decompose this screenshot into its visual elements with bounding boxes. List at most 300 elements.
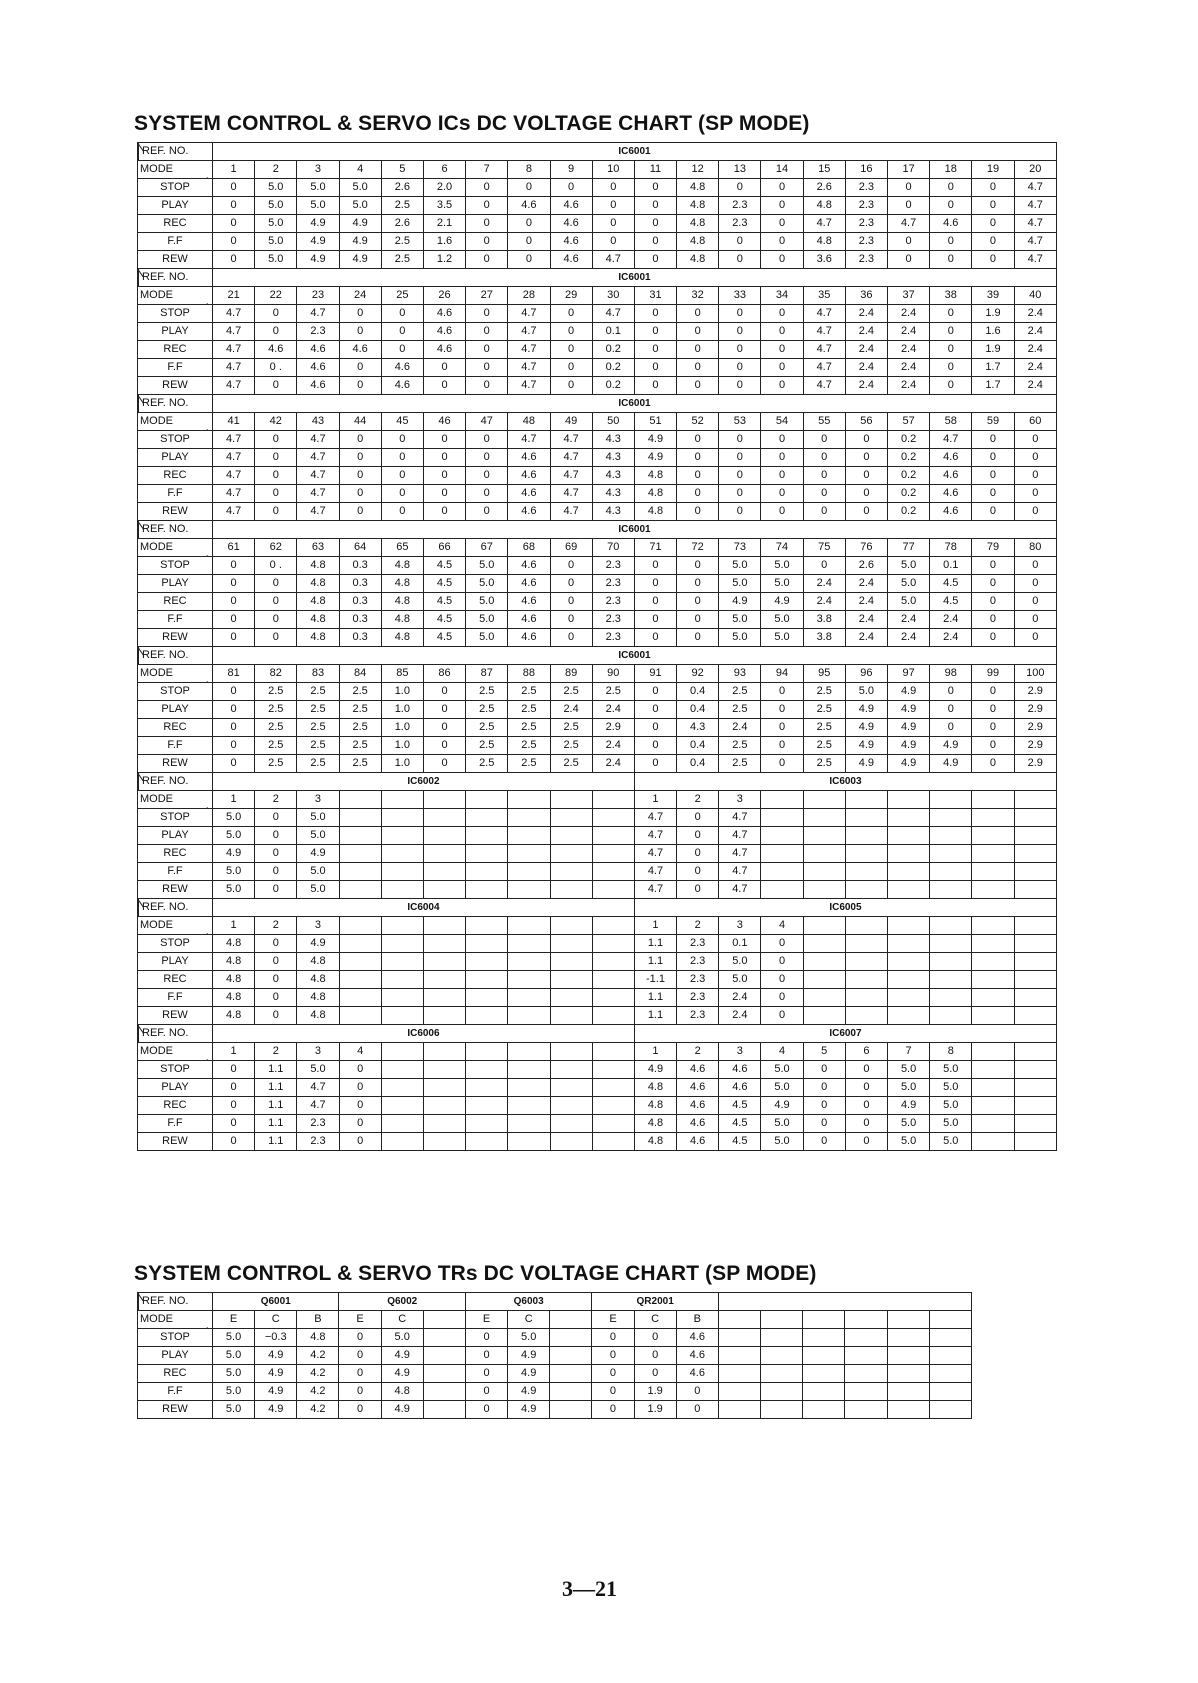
voltage-cell: 0 xyxy=(634,611,676,629)
voltage-cell: 0 xyxy=(213,1115,255,1133)
voltage-cell: 4.7 xyxy=(803,305,845,323)
voltage-cell: 0 xyxy=(381,305,423,323)
pin-number xyxy=(930,917,972,935)
voltage-cell: 4.7 xyxy=(592,251,634,269)
voltage-cell xyxy=(550,1097,592,1115)
page-number: 3—21 xyxy=(562,1576,617,1601)
voltage-cell: 0 xyxy=(761,359,803,377)
voltage-cell: 2.9 xyxy=(1014,701,1056,719)
voltage-cell: 1.1 xyxy=(255,1079,297,1097)
voltage-cell: 4.7 xyxy=(550,503,592,521)
voltage-cell: 0 xyxy=(972,449,1014,467)
voltage-cell xyxy=(381,1115,423,1133)
voltage-cell xyxy=(972,881,1014,899)
voltage-cell: 5.0 xyxy=(339,179,381,197)
voltage-cell: 2.4 xyxy=(888,611,930,629)
table-row xyxy=(138,1365,972,1383)
voltage-cell: 2.4 xyxy=(888,629,930,647)
voltage-cell xyxy=(423,1347,465,1365)
ic-header-row xyxy=(138,899,1057,917)
voltage-cell: 0 xyxy=(339,485,381,503)
voltage-cell: 2.5 xyxy=(550,755,592,773)
voltage-cell: 0 xyxy=(677,629,719,647)
ic-header-row xyxy=(138,395,1057,413)
voltage-cell xyxy=(550,1347,592,1365)
voltage-cell: 2.3 xyxy=(592,557,634,575)
voltage-cell xyxy=(845,971,887,989)
voltage-cell xyxy=(592,1097,634,1115)
voltage-cell: 0 xyxy=(592,1329,634,1347)
pin-number: 64 xyxy=(339,539,381,557)
pin-number xyxy=(550,1043,592,1061)
voltage-cell: 0 xyxy=(930,323,972,341)
voltage-cell: 2.4 xyxy=(845,629,887,647)
voltage-cell: 4.8 xyxy=(297,557,339,575)
voltage-cell xyxy=(550,881,592,899)
voltage-cell: 0 xyxy=(213,1079,255,1097)
pin-number xyxy=(550,791,592,809)
voltage-cell: 0 xyxy=(1014,575,1056,593)
voltage-cell: 4.8 xyxy=(297,953,339,971)
pin-number: 55 xyxy=(803,413,845,431)
voltage-cell xyxy=(930,935,972,953)
pin-number: 93 xyxy=(719,665,761,683)
voltage-cell: 4.9 xyxy=(845,755,887,773)
voltage-cell: 0 xyxy=(466,251,508,269)
voltage-cell xyxy=(466,863,508,881)
voltage-cell: 2.4 xyxy=(803,575,845,593)
pin-number: 56 xyxy=(845,413,887,431)
voltage-cell: 2.4 xyxy=(803,593,845,611)
mode-name: F.F xyxy=(138,863,213,881)
voltage-cell: 2.4 xyxy=(888,323,930,341)
voltage-cell: 0 xyxy=(508,233,550,251)
table-row xyxy=(138,197,1057,215)
voltage-cell: 0 xyxy=(423,449,465,467)
pin-number: 67 xyxy=(466,539,508,557)
voltage-cell: 4.7 xyxy=(213,503,255,521)
voltage-cell xyxy=(466,989,508,1007)
voltage-cell: 0 xyxy=(339,1401,381,1419)
voltage-cell: 5.0 xyxy=(297,881,339,899)
voltage-cell: 0 xyxy=(1014,557,1056,575)
voltage-cell: 0 xyxy=(634,179,676,197)
voltage-cell: 0 xyxy=(845,1133,887,1151)
voltage-cell: 0 xyxy=(592,1365,634,1383)
voltage-cell: 1.1 xyxy=(255,1133,297,1151)
voltage-cell xyxy=(803,845,845,863)
voltage-cell: 0 xyxy=(381,323,423,341)
voltage-cell xyxy=(845,1007,887,1025)
pin-number: 1 xyxy=(634,1043,676,1061)
voltage-cell: 0 xyxy=(930,305,972,323)
voltage-cell: 0 xyxy=(213,701,255,719)
voltage-cell: 0.2 xyxy=(888,485,930,503)
voltage-cell: 4.8 xyxy=(297,629,339,647)
mode-name: REW xyxy=(138,755,213,773)
voltage-cell: 2.5 xyxy=(508,701,550,719)
voltage-cell: 2.5 xyxy=(381,251,423,269)
table-row xyxy=(138,1133,1057,1151)
voltage-cell: 4.9 xyxy=(634,449,676,467)
voltage-cell xyxy=(592,809,634,827)
voltage-cell: 2.3 xyxy=(845,251,887,269)
voltage-cell: 2.3 xyxy=(297,323,339,341)
voltage-cell xyxy=(592,953,634,971)
voltage-cell xyxy=(423,1061,465,1079)
pin-number: 49 xyxy=(550,413,592,431)
voltage-cell xyxy=(888,863,930,881)
voltage-cell: 4.9 xyxy=(634,1061,676,1079)
pin-number: 20 xyxy=(1014,161,1056,179)
voltage-cell: 0 xyxy=(634,359,676,377)
voltage-cell: 0 xyxy=(930,719,972,737)
voltage-cell: 2.5 xyxy=(255,755,297,773)
voltage-cell: 1.9 xyxy=(634,1401,676,1419)
ic-ref-number: IC6006 xyxy=(213,1025,635,1043)
voltage-cell: 2.3 xyxy=(719,215,761,233)
voltage-cell: 5.0 xyxy=(213,863,255,881)
voltage-cell xyxy=(550,845,592,863)
voltage-cell: 4.8 xyxy=(213,935,255,953)
voltage-cell xyxy=(423,1079,465,1097)
voltage-cell: 0 xyxy=(719,431,761,449)
voltage-cell: 5.0 xyxy=(761,611,803,629)
voltage-cell: 0 xyxy=(761,305,803,323)
voltage-cell: 0 xyxy=(1014,467,1056,485)
voltage-cell xyxy=(339,863,381,881)
voltage-cell xyxy=(550,1383,592,1401)
voltage-cell xyxy=(888,881,930,899)
voltage-cell xyxy=(423,1007,465,1025)
voltage-cell: 4.8 xyxy=(297,575,339,593)
voltage-cell: 0 xyxy=(508,215,550,233)
mode-name: STOP xyxy=(138,935,213,953)
voltage-cell: 5.0 xyxy=(255,233,297,251)
voltage-cell: 0 xyxy=(972,233,1014,251)
voltage-cell xyxy=(466,809,508,827)
voltage-cell: 4.6 xyxy=(508,197,550,215)
voltage-cell: 0.3 xyxy=(339,611,381,629)
voltage-cell: 0 xyxy=(930,341,972,359)
table-row xyxy=(138,359,1057,377)
voltage-cell: 0 xyxy=(803,1061,845,1079)
voltage-cell: 2.5 xyxy=(550,719,592,737)
voltage-cell: 4.6 xyxy=(508,557,550,575)
voltage-cell: 0 xyxy=(930,683,972,701)
pin-number: 99 xyxy=(972,665,1014,683)
terminal-label: B xyxy=(297,1311,339,1329)
pin-row xyxy=(138,791,1057,809)
voltage-cell: 0 xyxy=(339,1097,381,1115)
voltage-cell: 5.0 xyxy=(930,1133,972,1151)
voltage-cell: 2.3 xyxy=(677,971,719,989)
voltage-cell: 4.8 xyxy=(213,1007,255,1025)
voltage-cell: 4.7 xyxy=(719,881,761,899)
voltage-cell: 0 xyxy=(761,935,803,953)
voltage-cell: 0 xyxy=(423,485,465,503)
ic-header-row xyxy=(138,647,1057,665)
voltage-cell: 0.2 xyxy=(888,449,930,467)
ic-ref-number: IC6001 xyxy=(213,269,1057,287)
voltage-cell xyxy=(761,845,803,863)
voltage-cell: 4.6 xyxy=(930,503,972,521)
ref-no-label: REF. NO. xyxy=(138,395,213,413)
voltage-cell: 2.5 xyxy=(255,719,297,737)
voltage-cell: 4.6 xyxy=(508,503,550,521)
mode-name: F.F xyxy=(138,611,213,629)
voltage-cell: 0 xyxy=(803,1097,845,1115)
table-row xyxy=(138,1079,1057,1097)
voltage-cell: 0 xyxy=(592,197,634,215)
voltage-cell: 4.8 xyxy=(297,1007,339,1025)
voltage-cell xyxy=(466,1133,508,1151)
voltage-cell xyxy=(718,1329,760,1347)
voltage-cell xyxy=(845,1365,887,1383)
voltage-cell: 1.9 xyxy=(634,1383,676,1401)
voltage-cell xyxy=(887,1365,929,1383)
voltage-cell: 0 xyxy=(466,431,508,449)
voltage-cell: 4.7 xyxy=(634,827,676,845)
voltage-cell: 0 xyxy=(466,305,508,323)
voltage-cell: 0 xyxy=(466,359,508,377)
table-row xyxy=(138,1329,972,1347)
voltage-cell: 4.9 xyxy=(845,719,887,737)
terminal-label xyxy=(887,1311,929,1329)
table-row xyxy=(138,935,1057,953)
voltage-cell: 0 xyxy=(550,611,592,629)
voltage-cell: 0 xyxy=(466,341,508,359)
voltage-cell: 4.8 xyxy=(634,503,676,521)
voltage-cell: 4.9 xyxy=(255,1365,297,1383)
mode-name: F.F xyxy=(138,233,213,251)
tr-ref-number: QR2001 xyxy=(592,1293,718,1311)
voltage-cell: 5.0 xyxy=(255,197,297,215)
voltage-cell: 4.8 xyxy=(634,467,676,485)
voltage-cell: 0 xyxy=(255,629,297,647)
voltage-cell xyxy=(423,809,465,827)
pin-number: 18 xyxy=(930,161,972,179)
terminal-label: E xyxy=(465,1311,507,1329)
voltage-cell: 5.0 xyxy=(213,809,255,827)
voltage-cell: 1.7 xyxy=(972,359,1014,377)
mode-label: MODE xyxy=(138,287,213,305)
voltage-cell: 0 xyxy=(761,431,803,449)
voltage-cell xyxy=(466,1061,508,1079)
voltage-cell: 0 xyxy=(255,449,297,467)
voltage-cell: 5.0 xyxy=(255,179,297,197)
voltage-cell: 0 xyxy=(213,629,255,647)
voltage-cell xyxy=(508,827,550,845)
pin-number: 31 xyxy=(634,287,676,305)
voltage-cell: 0 xyxy=(677,827,719,845)
voltage-cell: 2.5 xyxy=(339,755,381,773)
pin-number: 97 xyxy=(888,665,930,683)
mode-name: PLAY xyxy=(138,323,213,341)
mode-name: PLAY xyxy=(138,1347,213,1365)
voltage-cell xyxy=(972,845,1014,863)
voltage-cell: 0 xyxy=(761,503,803,521)
voltage-cell: 2.4 xyxy=(550,701,592,719)
voltage-cell xyxy=(466,845,508,863)
voltage-cell: 0 xyxy=(339,1329,381,1347)
table-row xyxy=(138,1383,972,1401)
pin-number: 32 xyxy=(677,287,719,305)
voltage-cell xyxy=(718,1401,760,1419)
voltage-cell: 4.8 xyxy=(634,1079,676,1097)
voltage-cell: 4.6 xyxy=(508,593,550,611)
voltage-cell xyxy=(550,1007,592,1025)
voltage-cell: 5.0 xyxy=(255,215,297,233)
voltage-cell: 4.7 xyxy=(634,809,676,827)
pin-number: 2 xyxy=(255,791,297,809)
voltage-cell: 4.8 xyxy=(213,989,255,1007)
voltage-cell: 3.5 xyxy=(423,197,465,215)
pin-number: 7 xyxy=(466,161,508,179)
voltage-cell: 0 xyxy=(761,323,803,341)
pin-number: 5 xyxy=(803,1043,845,1061)
voltage-cell: 0 xyxy=(339,431,381,449)
table-row xyxy=(138,593,1057,611)
ic-ref-number: IC6007 xyxy=(634,1025,1056,1043)
voltage-cell: 0 xyxy=(634,755,676,773)
voltage-cell: 5.0 xyxy=(888,1133,930,1151)
voltage-cell: 2.9 xyxy=(1014,755,1056,773)
voltage-cell xyxy=(972,971,1014,989)
voltage-cell xyxy=(550,1061,592,1079)
pin-number: 75 xyxy=(803,539,845,557)
voltage-cell xyxy=(761,1329,803,1347)
terminal-label xyxy=(718,1311,760,1329)
pin-number: 9 xyxy=(550,161,592,179)
voltage-cell: 4.8 xyxy=(677,215,719,233)
voltage-cell: 0 xyxy=(803,557,845,575)
voltage-cell: 4.9 xyxy=(381,1347,423,1365)
voltage-cell xyxy=(929,1383,971,1401)
pin-number: 15 xyxy=(803,161,845,179)
voltage-cell: 0 xyxy=(1014,485,1056,503)
voltage-cell: 0 xyxy=(466,449,508,467)
voltage-cell: 2.3 xyxy=(845,179,887,197)
pin-number: 80 xyxy=(1014,539,1056,557)
voltage-cell xyxy=(550,989,592,1007)
pin-number: 72 xyxy=(677,539,719,557)
voltage-cell: 0 xyxy=(213,1061,255,1079)
table-row xyxy=(138,1007,1057,1025)
voltage-cell: 0 xyxy=(381,467,423,485)
pin-number: 34 xyxy=(761,287,803,305)
voltage-cell: 4.7 xyxy=(1014,197,1056,215)
pin-number: 41 xyxy=(213,413,255,431)
voltage-cell xyxy=(718,1365,760,1383)
voltage-cell: 4.7 xyxy=(634,881,676,899)
voltage-cell: 0.2 xyxy=(592,377,634,395)
voltage-cell: 0 xyxy=(339,1079,381,1097)
voltage-cell: 0 xyxy=(213,1097,255,1115)
terminal-label xyxy=(803,1311,845,1329)
pin-number: 79 xyxy=(972,539,1014,557)
voltage-cell: 2.5 xyxy=(339,683,381,701)
voltage-cell: 2.5 xyxy=(508,737,550,755)
pin-number xyxy=(508,1043,550,1061)
voltage-cell: 0 xyxy=(677,449,719,467)
voltage-cell: 0 xyxy=(761,179,803,197)
voltage-cell: 0 xyxy=(213,683,255,701)
terminal-label xyxy=(423,1311,465,1329)
voltage-cell: 4.9 xyxy=(888,737,930,755)
voltage-cell: 0 xyxy=(466,503,508,521)
voltage-cell: 1.6 xyxy=(423,233,465,251)
pin-number: 78 xyxy=(930,539,972,557)
voltage-cell: 0.2 xyxy=(888,503,930,521)
voltage-cell: 4.8 xyxy=(803,233,845,251)
pin-number: 96 xyxy=(845,665,887,683)
mode-name: STOP xyxy=(138,431,213,449)
pin-number: 84 xyxy=(339,665,381,683)
voltage-cell xyxy=(888,989,930,1007)
voltage-cell: 0 xyxy=(213,737,255,755)
ic-ref-number: IC6001 xyxy=(213,521,1057,539)
voltage-cell xyxy=(972,1097,1014,1115)
voltage-cell: 0 xyxy=(972,179,1014,197)
voltage-cell: 0 xyxy=(677,863,719,881)
voltage-cell: 0 xyxy=(677,557,719,575)
voltage-cell xyxy=(1014,1079,1056,1097)
voltage-cell: 4.9 xyxy=(634,431,676,449)
voltage-cell: 2.5 xyxy=(550,683,592,701)
voltage-cell: 0 xyxy=(845,1115,887,1133)
mode-name: PLAY xyxy=(138,701,213,719)
voltage-cell: 0 xyxy=(930,251,972,269)
voltage-cell: 4.2 xyxy=(297,1365,339,1383)
pin-number: 19 xyxy=(972,161,1014,179)
voltage-cell xyxy=(930,953,972,971)
voltage-cell: 4.9 xyxy=(381,1401,423,1419)
voltage-cell: 0 xyxy=(634,719,676,737)
voltage-cell xyxy=(803,989,845,1007)
voltage-cell: 2.5 xyxy=(719,683,761,701)
voltage-cell: 0 xyxy=(339,1061,381,1079)
voltage-cell: 0 xyxy=(845,1079,887,1097)
voltage-cell: 4.6 xyxy=(508,449,550,467)
table-row xyxy=(138,701,1057,719)
voltage-cell xyxy=(888,809,930,827)
pin-number: 5 xyxy=(381,161,423,179)
mode-name: PLAY xyxy=(138,197,213,215)
voltage-cell: 4.9 xyxy=(930,737,972,755)
voltage-cell: 2.3 xyxy=(297,1115,339,1133)
voltage-cell: 0 xyxy=(339,305,381,323)
voltage-cell: 1.7 xyxy=(972,377,1014,395)
voltage-cell xyxy=(381,1007,423,1025)
voltage-cell: 4.9 xyxy=(381,1365,423,1383)
voltage-cell: 2.4 xyxy=(719,1007,761,1025)
pin-row xyxy=(138,917,1057,935)
voltage-cell xyxy=(466,1007,508,1025)
pin-number: 4 xyxy=(339,161,381,179)
pin-number: 7 xyxy=(888,1043,930,1061)
voltage-cell: 4.7 xyxy=(1014,215,1056,233)
pin-number: 3 xyxy=(719,791,761,809)
ic-ref-number: IC6003 xyxy=(634,773,1056,791)
pin-number xyxy=(466,1043,508,1061)
voltage-cell xyxy=(508,989,550,1007)
pin-number xyxy=(1014,1043,1056,1061)
voltage-cell xyxy=(550,1365,592,1383)
voltage-cell xyxy=(803,881,845,899)
voltage-cell: 0 xyxy=(634,197,676,215)
voltage-cell: 1.1 xyxy=(634,1007,676,1025)
